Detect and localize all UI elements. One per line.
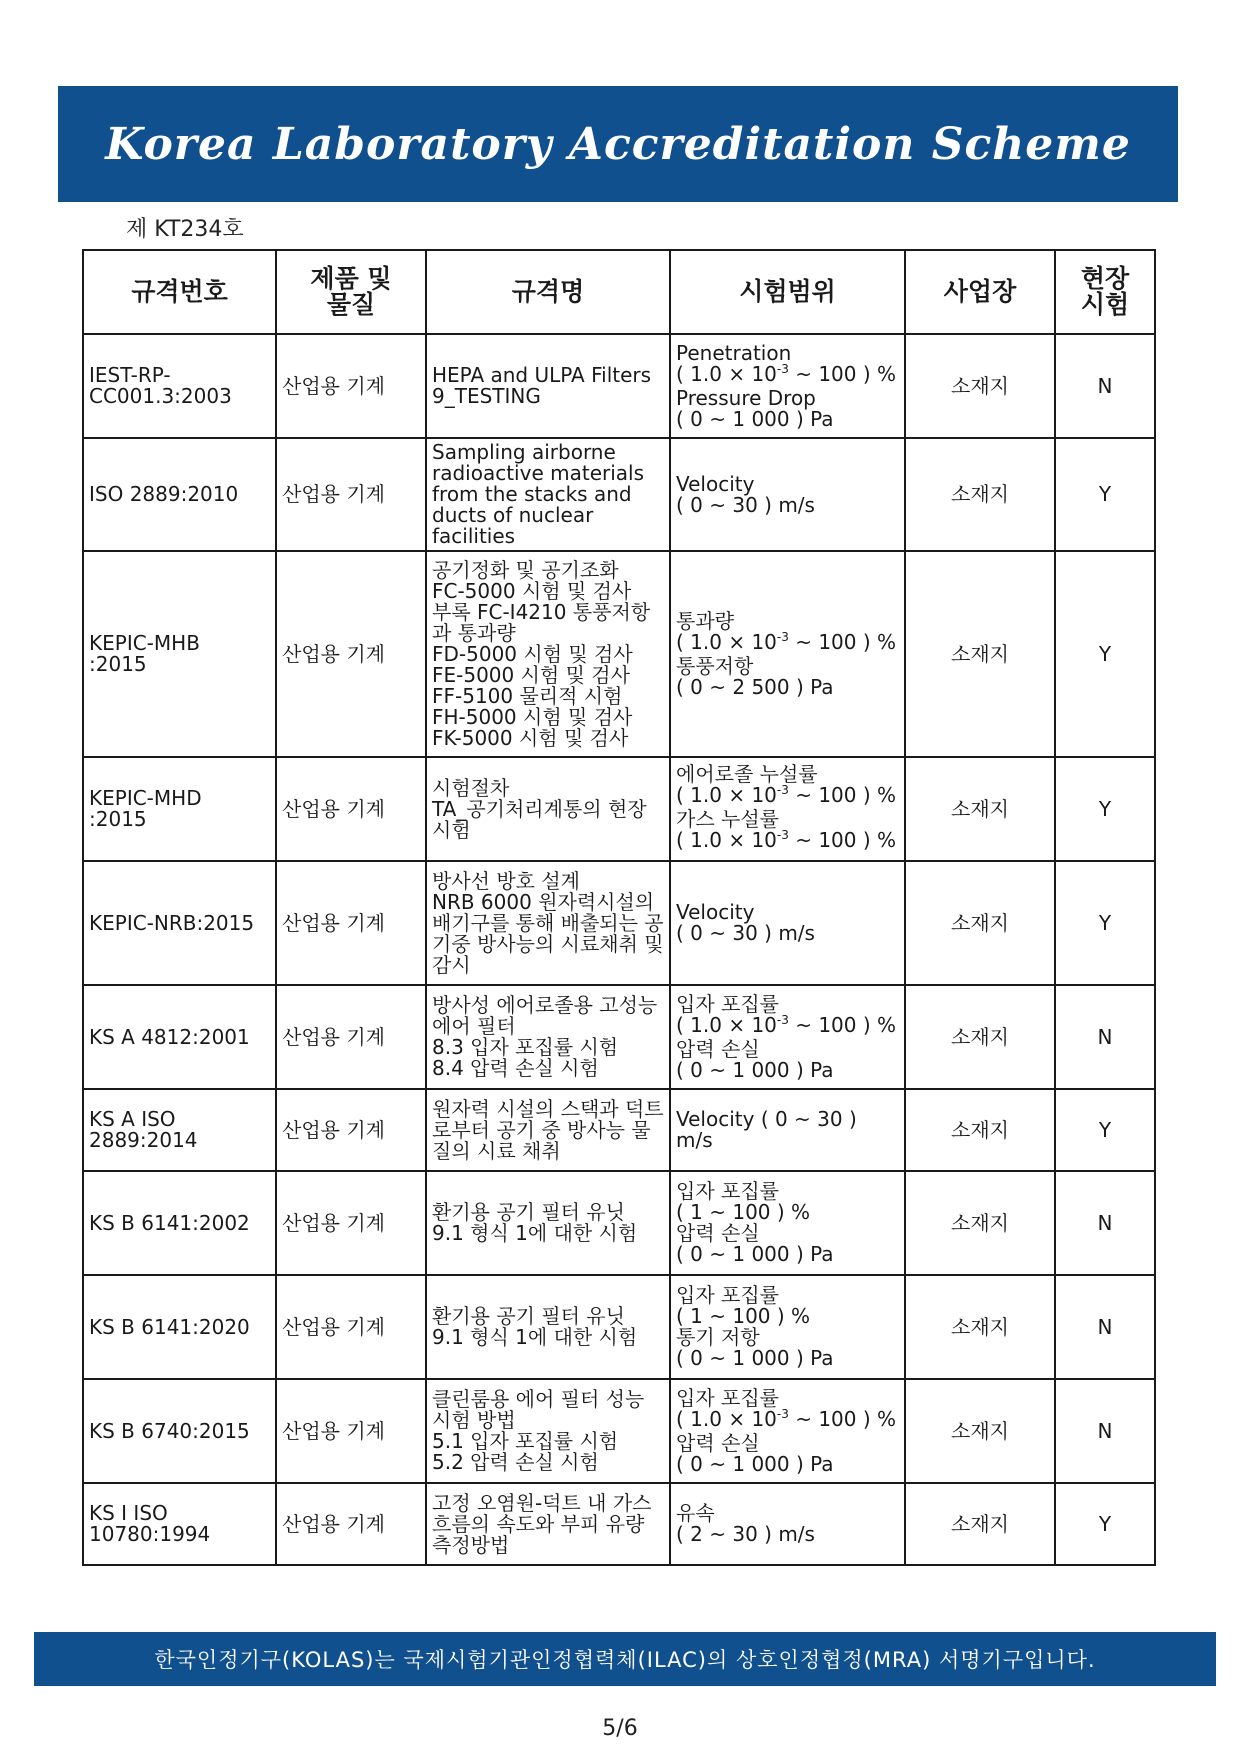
- range-text: 입자 포집률: [676, 1179, 779, 1203]
- product-cell: 산업용 기계: [276, 438, 426, 551]
- range-text: 유속: [676, 1501, 715, 1525]
- range-text: ( 0 ~ 30 ) m/s: [676, 921, 815, 945]
- col-standard-name: 규격명: [426, 250, 670, 334]
- range-text: 압력 손실: [676, 1036, 760, 1061]
- range-text: 통과량: [676, 608, 734, 633]
- standard-number-cell: KS A 4812:2001: [83, 985, 276, 1089]
- col-field-test: 현장 시험: [1055, 250, 1155, 334]
- test-range-line: [676, 340, 899, 365]
- page-number: 5/6: [602, 1716, 638, 1741]
- field-test-cell: N: [1055, 1171, 1155, 1275]
- test-range-line: [676, 1327, 899, 1348]
- range-text: ( 1.0 × 10: [676, 361, 777, 386]
- range-text: ( 0 ~ 1 000 ) Pa: [676, 406, 834, 431]
- range-text: 통기 저항: [676, 1325, 760, 1349]
- range-text: ( 0 ~ 1 000 ) Pa: [676, 1451, 834, 1476]
- test-range-cell: [670, 1275, 905, 1379]
- range-text-tail: ~ 100 ) %: [788, 783, 897, 807]
- col-test-range: 시험범위: [670, 250, 905, 334]
- range-text: ( 1.0 × 10: [676, 1406, 777, 1431]
- test-range-cell: [670, 757, 905, 861]
- product-cell: 산업용 기계: [276, 757, 426, 861]
- standard-name-cell: 원자력 시설의 스택과 덕트 로부터 공기 중 방사능 물 질의 시료 채취: [426, 1089, 670, 1171]
- col-product: 제품 및 물질: [276, 250, 426, 334]
- field-test-cell: N: [1055, 1275, 1155, 1379]
- field-test-cell: Y: [1055, 861, 1155, 985]
- standard-name-cell: 고정 오염원-덕트 내 가스 흐름의 속도와 부피 유량 측정방법: [426, 1483, 670, 1565]
- test-range-line: [676, 674, 899, 699]
- test-range-line: [676, 471, 899, 496]
- table-row: [83, 334, 1155, 438]
- range-text: ( 1.0 × 10: [676, 828, 777, 852]
- test-range-line: [676, 1036, 899, 1061]
- test-range-line: [676, 629, 899, 656]
- test-range-cell: [670, 1089, 905, 1171]
- range-exponent: -3: [776, 783, 789, 797]
- test-range-line: [676, 1012, 899, 1039]
- field-test-cell: Y: [1055, 551, 1155, 757]
- test-range-line: [676, 385, 899, 410]
- site-cell: 소재지: [905, 757, 1055, 861]
- field-test-cell: Y: [1055, 1089, 1155, 1171]
- footer-text: 한국인정기구(KOLAS)는 국제시험기관인정협력체(ILAC)의 상호인정협정(MRA) 서명기구입니다.: [154, 1648, 1096, 1672]
- standard-name-cell: HEPA and ULPA Filters 9_TESTING: [426, 334, 670, 438]
- site-cell: 소재지: [905, 1275, 1055, 1379]
- test-range-line: [676, 361, 899, 388]
- site-cell: 소재지: [905, 1483, 1055, 1565]
- field-test-cell: N: [1055, 334, 1155, 438]
- test-range-line: [676, 1430, 899, 1455]
- test-range-line: [676, 653, 899, 678]
- range-text: Pressure Drop: [676, 385, 816, 410]
- site-cell: 소재지: [905, 1171, 1055, 1275]
- field-test-cell: Y: [1055, 1483, 1155, 1565]
- range-text: ( 1.0 × 10: [676, 629, 777, 654]
- range-text: Penetration: [676, 340, 792, 365]
- test-range-line: [676, 764, 899, 785]
- product-cell: 산업용 기계: [276, 1379, 426, 1483]
- range-text: 입자 포집률: [676, 991, 779, 1016]
- test-range-line: [676, 1385, 899, 1410]
- test-range-cell: [670, 861, 905, 985]
- range-exponent: -3: [776, 1012, 789, 1027]
- table-row: [83, 1483, 1155, 1565]
- range-text-tail: ~ 100 ) %: [788, 361, 897, 386]
- table-header-row: [83, 250, 1155, 334]
- range-exponent: -3: [776, 361, 789, 376]
- table-row: [83, 1171, 1155, 1275]
- col-site: 사업장: [905, 250, 1055, 334]
- certificate-number: 제 KT234호: [126, 217, 244, 242]
- test-range-line: [676, 1202, 899, 1223]
- test-range-line: [676, 492, 899, 517]
- range-exponent: -3: [776, 1406, 789, 1421]
- table-row: [83, 1379, 1155, 1483]
- range-text: 입자 포집률: [676, 1385, 779, 1410]
- standard-number-cell: KEPIC-MHD :2015: [83, 757, 276, 861]
- range-text: ( 0 ~ 1 000 ) Pa: [676, 1242, 834, 1266]
- standard-name-cell: 방사선 방호 설계 NRB 6000 원자력시설의 배기구를 통해 배출되는 공 기중 방사능의 시료채취 및 감시: [426, 861, 670, 985]
- test-range-line: [676, 1244, 899, 1265]
- range-text: 가스 누설률: [676, 807, 779, 831]
- range-text-tail: ~ 100 ) %: [788, 1012, 897, 1037]
- standard-number-cell: KEPIC-MHB :2015: [83, 551, 276, 757]
- range-text: ( 1 ~ 100 ) %: [676, 1200, 811, 1224]
- header-banner: [58, 86, 1178, 202]
- product-cell: 산업용 기계: [276, 1171, 426, 1275]
- site-cell: 소재지: [905, 861, 1055, 985]
- test-range-line: [676, 1524, 899, 1545]
- standard-number-cell: KS I ISO 10780:1994: [83, 1483, 276, 1565]
- range-text: ( 1.0 × 10: [676, 1012, 777, 1037]
- product-cell: 산업용 기계: [276, 334, 426, 438]
- test-range-cell: [670, 438, 905, 551]
- site-cell: 소재지: [905, 438, 1055, 551]
- test-range-cell: [670, 1171, 905, 1275]
- product-cell: 산업용 기계: [276, 551, 426, 757]
- test-range-line: [676, 923, 899, 944]
- col-standard-number: 규격번호: [83, 250, 276, 334]
- range-text: 에어로졸 누설률: [676, 762, 818, 786]
- product-cell: 산업용 기계: [276, 1089, 426, 1171]
- standard-name-cell: 환기용 공기 필터 유닛 9.1 형식 1에 대한 시험: [426, 1171, 670, 1275]
- test-range-line: [676, 1223, 899, 1244]
- site-cell: 소재지: [905, 1379, 1055, 1483]
- table-row: [83, 757, 1155, 861]
- standard-number-cell: KS B 6740:2015: [83, 1379, 276, 1483]
- standard-name-cell: Sampling airborne radioactive materials from the stacks and ducts of nuclear facilities: [426, 438, 670, 551]
- test-range-line: [676, 1285, 899, 1306]
- range-exponent: -3: [776, 828, 789, 842]
- test-range-line: [676, 1057, 899, 1082]
- range-exponent: -3: [776, 629, 789, 644]
- accreditation-scope-table: [82, 249, 1156, 1566]
- range-text: Velocity: [676, 900, 755, 924]
- standard-name-cell: 방사성 에어로졸용 고성능 에어 필터 8.3 입자 포집률 시험 8.4 압력 손실 시험: [426, 985, 670, 1089]
- test-range-line: [676, 1503, 899, 1524]
- test-range-line: [676, 785, 899, 809]
- range-text: 압력 손실: [676, 1221, 760, 1245]
- test-range-line: [676, 1348, 899, 1369]
- table-row: [83, 551, 1155, 757]
- test-range-cell: [670, 334, 905, 438]
- test-range-line: [676, 1451, 899, 1476]
- table-row: [83, 1089, 1155, 1171]
- range-text-tail: ~ 100 ) %: [788, 1406, 897, 1431]
- range-text: 통풍저항: [676, 653, 754, 678]
- range-text: ( 1.0 × 10: [676, 783, 777, 807]
- field-test-cell: N: [1055, 1379, 1155, 1483]
- product-cell: 산업용 기계: [276, 1483, 426, 1565]
- product-cell: 산업용 기계: [276, 861, 426, 985]
- standard-number-cell: KS B 6141:2002: [83, 1171, 276, 1275]
- field-test-cell: Y: [1055, 438, 1155, 551]
- test-range-line: [676, 830, 899, 854]
- product-cell: 산업용 기계: [276, 1275, 426, 1379]
- test-range-cell: [670, 1379, 905, 1483]
- standard-number-cell: KEPIC-NRB:2015: [83, 861, 276, 985]
- test-range-cell: [670, 1483, 905, 1565]
- test-range-cell: [670, 985, 905, 1089]
- standard-name-cell: 클린룸용 에어 필터 성능 시험 방법 5.1 입자 포집률 시험 5.2 압력 손실 시험: [426, 1379, 670, 1483]
- range-text: ( 1 ~ 100 ) %: [676, 1304, 811, 1328]
- test-range-line: [676, 1406, 899, 1433]
- test-range-line: [676, 902, 899, 923]
- standard-name-cell: 공기정화 및 공기조화 FC-5000 시험 및 검사 부록 FC-Ⅰ4210 통풍저항 과 통과량 FD-5000 시험 및 검사 FE-5000 시험 및 검사 FF-5100 물리적 시험 FH-5000 시험 및 검사 FK-5000 시험 및 검사: [426, 551, 670, 757]
- test-range-cell: [670, 551, 905, 757]
- scheme-title: Korea Laboratory Accreditation Scheme: [105, 118, 1131, 170]
- test-range-line: [676, 1109, 899, 1151]
- test-range-line: [676, 608, 899, 633]
- range-text: ( 0 ~ 2 500 ) Pa: [676, 674, 834, 699]
- test-range-line: [676, 406, 899, 431]
- range-text: Velocity: [676, 471, 755, 496]
- table-row: [83, 861, 1155, 985]
- range-text: ( 0 ~ 1 000 ) Pa: [676, 1057, 834, 1082]
- range-text: 입자 포집률: [676, 1283, 779, 1307]
- site-cell: 소재지: [905, 551, 1055, 757]
- range-text: ( 2 ~ 30 ) m/s: [676, 1522, 815, 1546]
- field-test-cell: N: [1055, 985, 1155, 1089]
- site-cell: 소재지: [905, 985, 1055, 1089]
- test-range-line: [676, 1306, 899, 1327]
- table-row: [83, 438, 1155, 551]
- footer-banner: [34, 1632, 1216, 1686]
- range-text: ( 0 ~ 30 ) m/s: [676, 492, 815, 517]
- site-cell: 소재지: [905, 334, 1055, 438]
- field-test-cell: Y: [1055, 757, 1155, 861]
- range-text: ( 0 ~ 1 000 ) Pa: [676, 1346, 834, 1370]
- range-text: Velocity ( 0 ~ 30 ) m/s: [676, 1107, 857, 1152]
- standard-name-cell: 시험절차 TA_공기처리계통의 현장 시험: [426, 757, 670, 861]
- range-text-tail: ~ 100 ) %: [788, 629, 897, 654]
- test-range-line: [676, 991, 899, 1016]
- standard-number-cell: KS A ISO 2889:2014: [83, 1089, 276, 1171]
- standard-number-cell: IEST-RP- CC001.3:2003: [83, 334, 276, 438]
- test-range-line: [676, 1181, 899, 1202]
- test-range-line: [676, 809, 899, 830]
- standard-number-cell: ISO 2889:2010: [83, 438, 276, 551]
- range-text: 압력 손실: [676, 1430, 760, 1455]
- table-row: [83, 985, 1155, 1089]
- table-row: [83, 1275, 1155, 1379]
- range-text-tail: ~ 100 ) %: [788, 828, 897, 852]
- standard-number-cell: KS B 6141:2020: [83, 1275, 276, 1379]
- product-cell: 산업용 기계: [276, 985, 426, 1089]
- site-cell: 소재지: [905, 1089, 1055, 1171]
- standard-name-cell: 환기용 공기 필터 유닛 9.1 형식 1에 대한 시험: [426, 1275, 670, 1379]
